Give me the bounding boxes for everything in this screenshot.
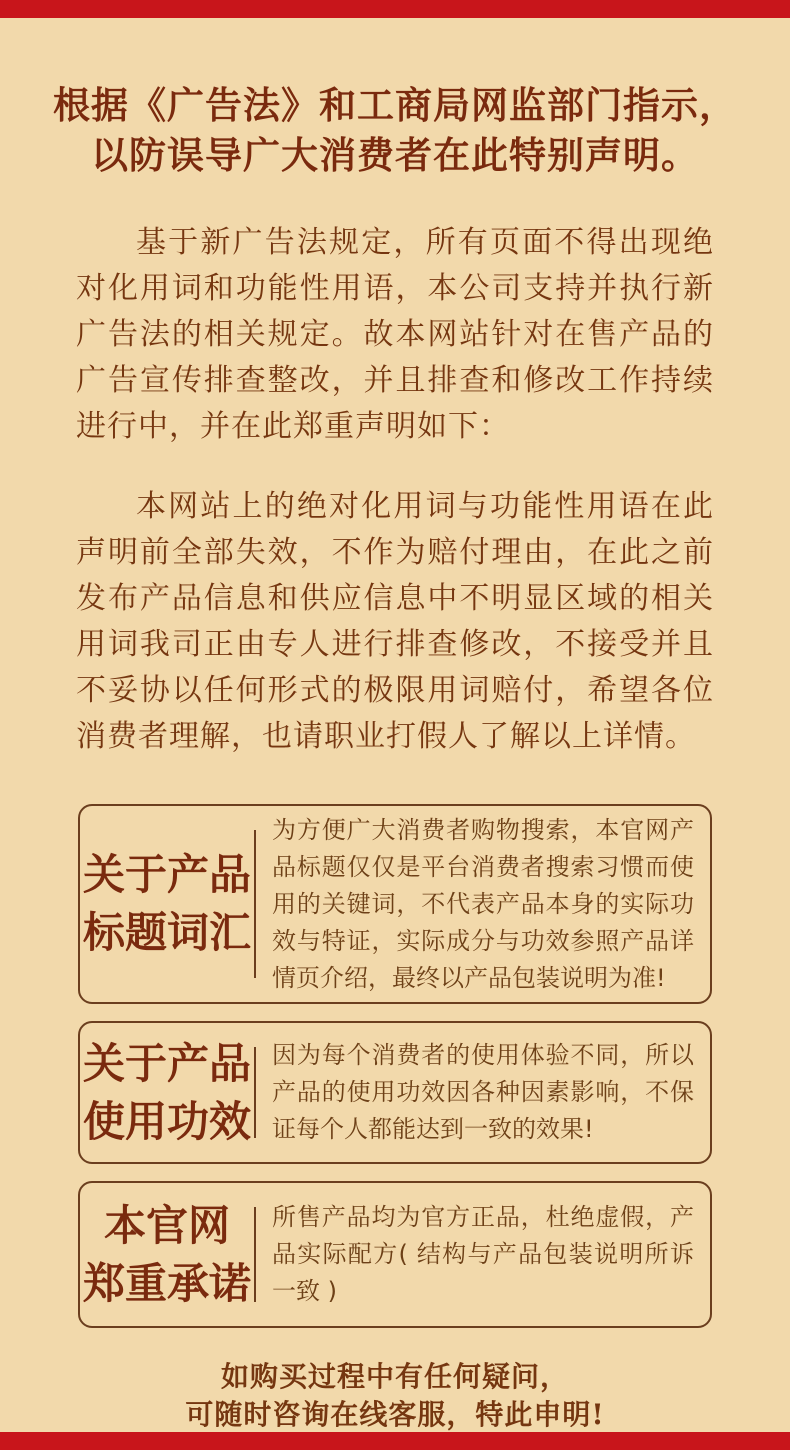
bottom-red-banner [0, 1432, 790, 1450]
notice-box-label [80, 1183, 254, 1326]
notice-box-product-effect [78, 1021, 712, 1164]
notice-box-body: 因为每个消费者的使用体验不同，所以产品的使用功效因各种因素影响，不保证每个人都能达到一致的效果! [272, 1041, 694, 1143]
notice-box-label-line-2: 郑重承诺 [82, 1258, 251, 1308]
page-title-line-2: 以防误导广大消费者在此特别声明。 [91, 133, 699, 177]
notice-box-label-line-1: 关于产品 [82, 850, 251, 899]
notice-box-label [80, 806, 254, 1002]
declaration-section [76, 220, 714, 760]
notice-box-label-line-1: 关于产品 [82, 1038, 251, 1088]
top-red-banner [0, 0, 790, 18]
notice-box-product-title [78, 804, 712, 1004]
declaration-paragraph-2: 本网站上的绝对化用词与功能性用语在此声明前全部失效，不作为赔付理由，在此之前发布产品信息和供应信息中不明显区域的相关用词我司正由专人进行排查修改，不接受并且不妥协以任何形式的极限用词赔付，希望各位消费者理解，也请职业打假人了解以上详情。 [76, 489, 714, 754]
notice-box-label-line-1: 本官网 [103, 1200, 230, 1250]
notice-box-label-line-2: 标题词汇 [82, 908, 251, 957]
notice-box-label [80, 1023, 254, 1162]
notice-boxes [78, 804, 712, 1328]
footer-line-2: 可随时咨询在线客服，特此申明! [185, 1398, 605, 1431]
footer-note [0, 1358, 790, 1434]
notice-box-body: 为方便广大消费者购物搜索，本官网产品标题仅仅是平台消费者搜索习惯而使用的关键词，不代表产品本身的实际功效与特证，实际成分与功效参照产品详情页介绍，最终以产品包装说明为准! [272, 815, 694, 992]
page-title-line-1: 根据《广告法》和工商局网监部门指示， [53, 83, 737, 127]
notice-box-body: 所售产品均为官方正品，杜绝虚假，产品实际配方( 结构与产品包装说明所诉一致 ) [272, 1203, 694, 1305]
declaration-paragraph-1: 基于新广告法规定，所有页面不得出现绝对化用词和功能性用语，本公司支持并执行新广告法的相关规定。故本网站针对在售产品的广告宣传排查整改，并且排查和修改工作持续进行中，并在此郑重声明如下： [76, 225, 714, 444]
notice-box-label-line-2: 使用功效 [82, 1096, 251, 1146]
page-title [0, 0, 790, 180]
notice-box-official-promise [78, 1181, 712, 1328]
footer-line-1: 如购买过程中有任何疑问， [220, 1360, 569, 1393]
